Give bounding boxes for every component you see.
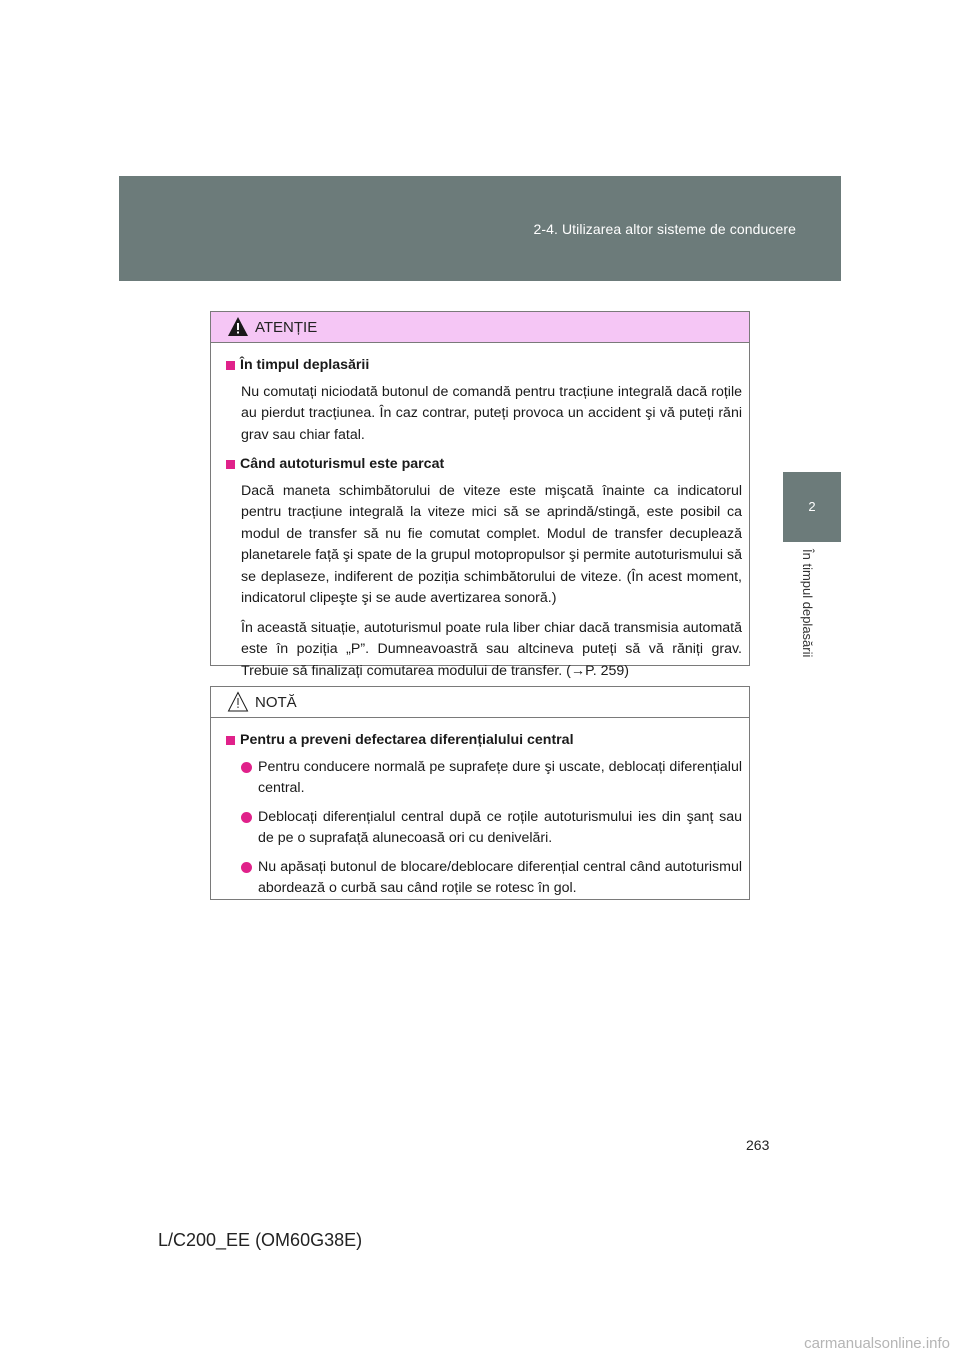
square-bullet-icon: [226, 736, 235, 745]
list-item: Deblocați diferențialul central după ce roțile autoturismului ies din şanț sau de pe o suprafață alunecoasă ori cu denivelări.: [241, 807, 742, 850]
round-bullet-icon: [241, 862, 252, 873]
chapter-label: În timpul deplasării: [800, 549, 815, 658]
list-item: Nu apăsați butonul de blocare/deblocare diferențial central când autoturismul abordează o curbă sau când roțile se rotesc în gol.: [241, 857, 742, 900]
note-title: NOTĂ: [255, 694, 297, 711]
section-heading: Când autoturismul este parcat: [226, 454, 742, 476]
section-heading: În timpul deplasării: [226, 355, 742, 377]
section-title: 2-4. Utilizarea altor sisteme de conducere: [533, 221, 796, 237]
section-heading: Pentru a preveni defectarea diferențialului central: [226, 730, 742, 752]
page-number: 263: [746, 1137, 770, 1153]
paragraph: În această situație, autoturismul poate rula liber chiar dacă transmisia automată este în poziția „P”. Dumneavoastră sau altcineva puteți să vă răniți grav. Trebuie să finalizați comutarea modului de transfer. (→P. 259): [241, 619, 742, 679]
warning-box: [210, 311, 750, 679]
round-bullet-icon: [241, 812, 252, 823]
chapter-tab: 2: [783, 472, 841, 542]
header-band: [119, 176, 841, 281]
note-header: [211, 687, 749, 718]
list-item: Pentru conducere normală pe suprafețe dure şi uscate, deblocați diferențialul central.: [241, 757, 742, 800]
square-bullet-icon: [226, 460, 235, 469]
paragraph: Nu comutați niciodată butonul de comandă pentru tracțiune integrală dacă roțile au pierdut tracțiunea. În caz contrar, puteți provoca un accident şi vă puteți răni grav sau chiar fatal.: [241, 383, 742, 443]
square-bullet-icon: [226, 361, 235, 370]
warning-title: ATENȚIE: [255, 319, 318, 336]
model-code: L/C200_EE (OM60G38E): [158, 1230, 363, 1250]
round-bullet-icon: [241, 762, 252, 773]
note-box: [210, 686, 750, 900]
warning-header: [211, 312, 749, 343]
watermark: carmanualsonline.info: [804, 1335, 950, 1352]
caution-outline-icon: [227, 691, 249, 712]
warning-icon: [227, 316, 249, 337]
paragraph: Dacă maneta schimbătorului de viteze este mişcată înainte ca indicatorul pentru tracțiune integrală la viteze mici să se aprindă/stingă, este posibil ca modul de transfer să nu fie comutat complet. Modul de transfer decuplează planetarele față şi spate de la grupul motopropulsor şi permite autoturismului să se deplaseze, indiferent de poziția schimbătorului de viteze. (În acest moment, indicatorul clipeşte şi se aude avertizarea sonoră.): [241, 482, 742, 606]
